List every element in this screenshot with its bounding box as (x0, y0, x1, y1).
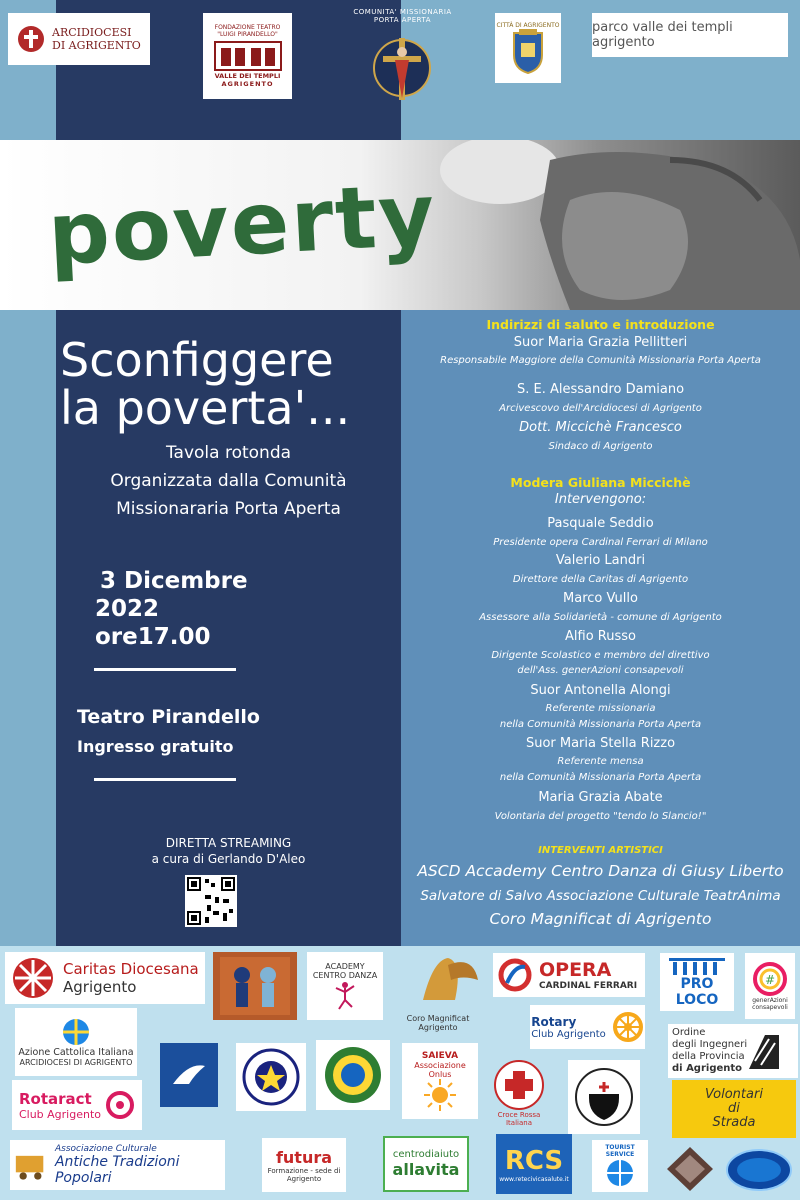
rotary-label-2: Club Agrigento (531, 1028, 606, 1040)
role-rizzo-1: Referente mensa (557, 756, 644, 767)
caritas-logo (5, 952, 205, 1004)
theatre-facade-icon (213, 38, 283, 72)
oval-badge-icon (725, 1148, 793, 1192)
saieva-label-1: SAIEVA (421, 1051, 459, 1061)
speaker-abate: Maria Grazia Abate (538, 790, 663, 805)
qr-code[interactable] (185, 875, 237, 927)
speaker-seddio: Pasquale Seddio (547, 516, 654, 531)
role-damiano: Arcivescovo dell'Arcidiocesi di Agrigento (499, 403, 702, 414)
rotaract-label-2: Club Agrigento (18, 1107, 102, 1121)
volontari-label-2: di (728, 1101, 740, 1116)
rotary-label-1: Rotary (531, 1014, 577, 1029)
academy-centro-danza-logo (307, 952, 383, 1020)
centro-label-1: centrodiaiuto (392, 1149, 460, 1160)
ordine-ingegneri-logo (668, 1024, 798, 1078)
role-russo-2: dell'Ass. generAzioni consapevoli (517, 665, 684, 676)
ac-label-2: ARCIDIOCESI DI AGRIGENTO (19, 1058, 133, 1067)
role-landri: Direttore della Caritas di Agrigento (512, 574, 689, 585)
ac-label-1: Azione Cattolica Italiana (18, 1047, 134, 1058)
speaker-damiano: S. E. Alessandro Damiano (516, 382, 685, 397)
fondazione-teatro-logo (203, 13, 292, 99)
rotary-logo (530, 1005, 645, 1049)
centro-label-2: allavita (392, 1160, 460, 1179)
subtitle-line2: Organizzata dalla Comunità (110, 471, 347, 491)
pro-loco-logo (660, 953, 734, 1011)
arcidiocesi-logo (8, 13, 150, 65)
caritas-cross-icon (11, 956, 55, 1000)
intervengono-label: Intervengono: (554, 492, 647, 507)
ac-globe-icon (61, 1017, 91, 1047)
cross-heart-icon (16, 24, 46, 54)
opera-label-2: CARDINAL FERRARI (539, 981, 638, 991)
croce-rossa-logo (484, 1058, 554, 1128)
comunita-label: COMUNITA' MISSIONARIA PORTA APERTA (353, 8, 452, 24)
speaker-vullo: Marco Vullo (563, 591, 638, 606)
dancer-icon (333, 980, 357, 1010)
rotary-wheel-icon (612, 1011, 644, 1043)
saieva-label-2: Associazione Onlus (414, 1061, 466, 1079)
temple-stripes-icon (747, 1031, 781, 1071)
ingegneri-label-3: della Provincia (672, 1051, 745, 1062)
citta-agrigento-logo (495, 13, 561, 83)
fondazione-line4: AGRIGENTO (221, 80, 274, 88)
rcs-label: RCS (504, 1145, 564, 1176)
tourist-label: TOURIST SERVICE (605, 1144, 635, 1158)
event-time: ore17.00 (95, 624, 211, 650)
streaming-line1: DIRETTA STREAMING (165, 836, 292, 850)
role-alongi-1: Referente missionaria (545, 703, 656, 714)
fondazione-line2: "LUIGI PIRANDELLO" (217, 31, 278, 38)
tradizioni-label-1: Associazione Culturale (54, 1144, 157, 1154)
streaming-line2: a cura di Gerlando D'Aleo (151, 852, 306, 866)
speaker-russo: Alfio Russo (565, 629, 636, 644)
parco-label: parco valle dei templi agrigento (592, 20, 733, 50)
caritas-label-1: Caritas Diocesana (63, 960, 199, 978)
stars-circle-logo (316, 1040, 390, 1110)
speaker-landri: Valerio Landri (555, 553, 646, 568)
ingegneri-label-4: di Agrigento (672, 1063, 743, 1074)
theatre-figures-icon (220, 957, 290, 1015)
coro-magnificat-logo (393, 950, 483, 1032)
cart-icon (14, 1147, 47, 1183)
artistic-1: ASCD Accademy Centro Danza di Giusy Liberto (417, 862, 784, 880)
fondazione-line1: FONDAZIONE TEATRO (214, 24, 281, 31)
centro-aiuto-vita-logo (383, 1136, 469, 1192)
teatranima-logo (213, 952, 297, 1020)
rcs-url: www.retecivicasalute.it (499, 1175, 569, 1183)
diamond-logo (665, 1145, 715, 1193)
opera-cardinal-ferrari-logo (493, 953, 645, 997)
sun-icon (420, 1079, 460, 1111)
event-date: 3 Dicembre (100, 568, 248, 594)
police-badge-icon (241, 1047, 301, 1107)
artistic-heading: INTERVENTI ARTISTICI (538, 845, 663, 856)
event-year: 2022 (95, 596, 160, 622)
rotaract-wheel-icon (105, 1090, 135, 1120)
croce-label: Croce Rossa Italiana (497, 1111, 541, 1127)
commilitones-logo (568, 1060, 640, 1134)
academy-label-2: CENTRO DANZA (312, 971, 378, 980)
speaker-alongi: Suor Antonella Alongi (530, 683, 671, 698)
antiche-tradizioni-logo (10, 1140, 225, 1190)
globe-cross-icon (345, 8, 460, 123)
volontari-label-3: Strada (712, 1115, 756, 1130)
fondazione-line3: VALLE DEI TEMPLI (214, 72, 281, 80)
saieva-logo (402, 1043, 478, 1119)
left-strip (0, 310, 56, 946)
subtitle-line3: Missionararia Porta Aperta (116, 499, 341, 519)
greetings-heading: Indirizzi di saluto e introduzione (486, 317, 715, 332)
divider-1 (94, 668, 236, 671)
subtitle-line1: Tavola rotonda (165, 443, 292, 463)
hashtag-circle-icon (752, 961, 788, 997)
operatori-polizia-logo (236, 1043, 306, 1111)
templar-shield-icon (573, 1066, 635, 1128)
futura-logo (262, 1138, 346, 1192)
red-cross-icon (493, 1059, 545, 1111)
entry: Ingresso gratuito (77, 737, 234, 756)
arcidiocesi-label: ARCIDIOCESI DI AGRIGENTO (52, 26, 141, 52)
opera-ring-icon (497, 957, 533, 993)
parco-valle-templi-logo (592, 13, 788, 57)
futura-label-2: Formazione - sede di Agrigento (267, 1166, 341, 1183)
qr-code-icon (185, 875, 237, 927)
role-vullo: Assessore alla Solidarietà - comune di Agrigento (479, 612, 722, 623)
role-micciche: Sindaco di Agrigento (548, 441, 653, 452)
speaker-micciche: Dott. Miccichè Francesco (519, 420, 682, 435)
role-abate: Volontaria del progetto "tendo lo Slancio!" (494, 811, 707, 822)
diamond-badge-icon (665, 1145, 715, 1193)
hand-coin-icon (430, 140, 800, 310)
title-line2: la poverta'... (60, 381, 351, 435)
venue: Teatro Pirandello (77, 706, 260, 728)
artistic-2: Salvatore di Salvo Associazione Culturale TeatrAnima (420, 888, 781, 904)
gruppo-logo (160, 1043, 218, 1107)
generazioni-logo (745, 953, 795, 1019)
angel-icon (393, 950, 483, 1010)
rcs-logo (496, 1134, 572, 1194)
ingegneri-label-1: Ordine (672, 1027, 706, 1038)
role-alongi-2: nella Comunità Missionaria Porta Aperta (499, 719, 702, 730)
poverty-word: poverty (45, 164, 439, 286)
ingegneri-label-2: degli Ingegneri (672, 1039, 748, 1050)
caritas-label-2: Agrigento (63, 978, 137, 996)
rotaract-label-1: Rotaract (18, 1089, 92, 1108)
proloco-label: PRO LOCO (675, 976, 719, 1008)
coro-label: Coro Magnificat Agrigento (406, 1014, 470, 1032)
academy-label-1: ACADEMY (325, 962, 365, 971)
volontari-label-1: Volontari (705, 1087, 763, 1102)
city-shield-icon (511, 29, 545, 75)
title-line1: Sconfiggere (60, 333, 334, 387)
comunita-missionaria-logo (345, 8, 460, 123)
globe-icon (602, 1158, 638, 1188)
moderator: Modera Giuliana Miccichè (510, 475, 691, 490)
temple-columns-icon (667, 956, 727, 976)
wings-icon (169, 1060, 209, 1090)
stars-ring-icon (322, 1044, 384, 1106)
futura-label-1: futura (275, 1147, 333, 1167)
speaker-rizzo: Suor Maria Stella Rizzo (525, 736, 676, 751)
role-pellitteri: Responsabile Maggiore della Comunità Missionaria Porta Aperta (440, 355, 761, 366)
role-rizzo-2: nella Comunità Missionaria Porta Aperta (499, 772, 702, 783)
svg-text:#: # (764, 973, 776, 987)
role-russo-1: Dirigente Scolastico e membro del direttivo (491, 650, 710, 661)
generazioni-label: generAzioni consapevoli (752, 997, 788, 1011)
tourist-service-logo (592, 1140, 648, 1192)
opera-label-1: OPERA (539, 959, 612, 981)
role-seddio: Presidente opera Cardinal Ferrari di Milano (493, 537, 708, 548)
citta-label: CITTÀ DI AGRIGENTO (496, 21, 560, 29)
volontari-di-strada-logo (672, 1080, 796, 1138)
divider-2 (94, 778, 236, 781)
speaker-pellitteri: Suor Maria Grazia Pellitteri (513, 335, 688, 350)
tradizioni-label-2: Antiche Tradizioni Popolari (54, 1154, 180, 1186)
artistic-3: Coro Magnificat di Agrigento (489, 910, 712, 928)
azione-cattolica-logo (15, 1008, 137, 1076)
rotaract-logo (12, 1080, 142, 1130)
agenzia-logo (725, 1148, 793, 1192)
